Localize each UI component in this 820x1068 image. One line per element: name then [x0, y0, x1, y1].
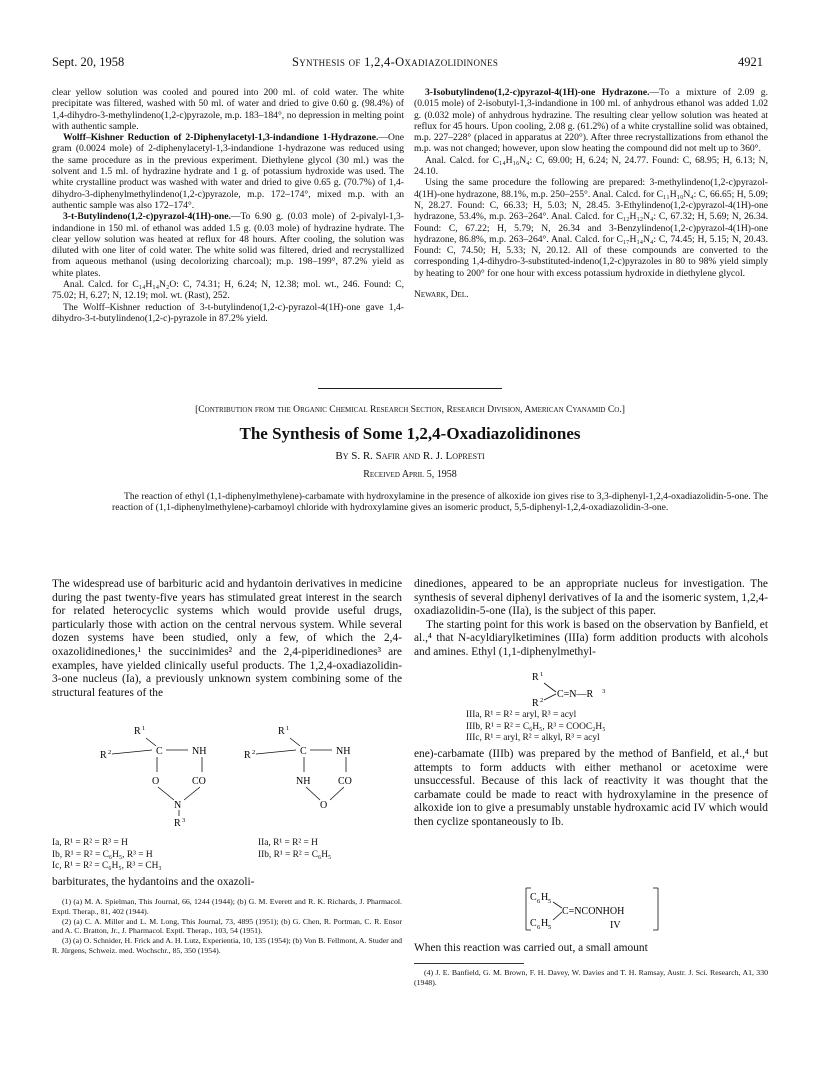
location: Newark, Del. [414, 289, 469, 301]
body-right-middle [414, 748, 768, 830]
page-number: 4921 [738, 55, 763, 69]
paragraph: The Wolff–Kishner reduction of 3-t-butylindeno(1,2-c)-pyrazol-4(1H)-one gave 1,4-dihydro-3-t-butylindeno(1,2-c)-pyrazole in 87.2% yield. [52, 301, 404, 324]
footnote: (4) J. E. Banfield, G. M. Brown, F. H. Davey, W. Davies and T. H. Ramsay, Austr. J. Sci. Research, A1, 330 (1948). [414, 968, 768, 987]
svg-text:O: O [152, 776, 160, 787]
svg-text:1: 1 [142, 725, 146, 732]
svg-text:C: C [300, 746, 307, 757]
section-heading: 3-Isobutylindeno(1,2-c)pyrazol-4(1H)-one Hydrazone. [425, 87, 650, 98]
structures-I-II [52, 724, 404, 848]
svg-text:1: 1 [286, 725, 290, 732]
contribution-note: [Contribution from the Organic Chemical Research Section, Research Division, American Cyanamid Co.] [195, 404, 625, 415]
svg-text:R: R [174, 818, 181, 829]
paragraph-text: —One gram (0.0024 mole) of 2-diphenylacetyl-1,3-indandione 1-hydrazone was reduced using the same procedure as in the previous experiment. Diethylene glycol (30 ml.) was the solvent and 1.5 ml. of hydrazine hydrate and 1 g. of potassium hydroxide was used. The white crystalline product was washed with water and dried to give 0.65 g. (70.7%) of 1,4-dihydro-3-diphenylmethylindeno(1,2-c)pyrazole, m.p. 172–174°, mixed m.p. with an authentic sample was also 172–174°. [52, 132, 404, 211]
formula-line: Ia, R¹ = R² = R³ = H [52, 838, 128, 848]
svg-text:CO: CO [338, 776, 352, 787]
formula-line: Ib, R¹ = R² = C₆H₅, R³ = H [52, 849, 153, 860]
paragraph [52, 211, 404, 279]
svg-text:2: 2 [252, 749, 256, 756]
footnote: (2) (a) C. A. Miller and L. M. Long, This Journal, 73, 4895 (1951); (b) G. Chen, R. Portman, C. R. Ensor and A. C. Bratton, Jr., J. Pharmacol. Exptl. Therap., 103, 54 (1951). [52, 916, 402, 936]
section-heading: Wolff–Kishner Reduction of 2-Diphenylacetyl-1,3-indandione 1-Hydrazone. [63, 132, 379, 144]
svg-text:R: R [244, 750, 251, 761]
running-date: Sept. 20, 1958 [52, 55, 125, 69]
formula-line: IIIa, R¹ = R² = aryl, R³ = acyl [466, 710, 577, 720]
svg-text:2: 2 [540, 697, 544, 704]
formula-line: IIb, R¹ = R² = C₆H₅ [258, 849, 332, 860]
footnote: (3) (a) O. Schnider, H. Frick and A. H. Lutz, Experientia, 10, 135 (1954); (b) Von B. Fellmont, A. Studer and R. Jürgens, Schweiz. med. Wochschr., 85, 350 (1954). [52, 936, 402, 955]
body-left-paragraph: The widespread use of barbituric acid and hydantoin derivatives in medicine during the past twenty-five years has stimulated great interest in the search for related heterocyclic systems which would provide useful drugs, particularly those with action on the central nervous system. While several dozen systems have been studied, only a few, of which the 2,4-oxazolidinediones,¹ the succinimides² and the 2,4-piperidinediones³ are examples, have yielded clinically useful products. The 1,2,4-oxadiazolidin-3-one nucleus (Ia), a previously unknown system combining some of the structural features of the [52, 578, 402, 699]
analysis: Anal. Calcd. for C₁₄H₁₆N₄: C, 69.00; H, 6.24; N, 24.77. Found: C, 68.95; H, 6.13; N, 24.10. [414, 154, 768, 178]
svg-text:H: H [541, 892, 549, 903]
formula-II-list [258, 838, 404, 861]
svg-text:1: 1 [540, 671, 544, 678]
formula-III-list [466, 710, 766, 745]
svg-text:N: N [174, 800, 182, 811]
svg-text:3: 3 [602, 688, 606, 695]
received-date: Received April 5, 1958 [363, 469, 457, 480]
svg-text:R: R [532, 672, 539, 683]
formula-line: IIa, R¹ = R² = H [258, 838, 318, 848]
svg-text:CO: CO [192, 776, 206, 787]
paragraph-text: —To a mixture of 2.09 g. (0.015 mole) of 2-isobutyl-1,3-indandione in 100 ml. of anhydrous ethanol was added 1.02 g. (0.032 mole) of anhydrous hydrazine. The resulting clear yellow solution was heated at reflux for 45 hours. Upon cooling, 2.08 g. (61.2%) of a white crystalline solid was obtained, m.p. 227–228° (placed in apparatus at 220°). After three recrystallizations from ethanol the m.p. was not changed; however, upon slow heating the compound did not melt up to 360°. [414, 87, 768, 155]
svg-text:C: C [530, 918, 537, 929]
right-top-column [414, 87, 768, 300]
svg-text:C: C [530, 892, 537, 903]
body-right-top [414, 578, 768, 660]
svg-text:R: R [278, 726, 285, 737]
paragraph: When this reaction was carried out, a small amount [414, 942, 648, 954]
svg-text:5: 5 [548, 924, 552, 931]
paragraph: ene)-carbamate (IIIb) was prepared by the method of Banfield, et al.,⁴ but attempts to form adducts with either methanol or acetoxime were unsuccessful. Because of this lack of reactivity it was thought that the carbamate could be made to react with hydroxylamine in the presence of alkoxide ion to give a presumably unstable hydroxamic acid IV which would then cyclize spontaneously to Ib. [414, 748, 768, 828]
svg-text:R: R [134, 726, 141, 737]
footnote: (1) (a) M. A. Spielman, This Journal, 66, 1244 (1944); (b) G. M. Everett and R. K. Richards, J. Pharmacol. Exptl. Therap., 81, 402 (1944). [52, 897, 402, 916]
svg-text:C: C [156, 746, 163, 757]
svg-text:C=N—R: C=N—R [557, 689, 594, 700]
body-left-continuation: barbiturates, the hydantoins and the oxazoli- [52, 876, 255, 888]
formula-IV-label: IV [610, 920, 621, 931]
article-title: The Synthesis of Some 1,2,4-Oxadiazolidinones [239, 424, 581, 443]
running-title: Synthesis of 1,2,4-Oxadiazolidinones [292, 55, 499, 69]
svg-text:R: R [532, 698, 539, 709]
svg-text:H: H [541, 918, 549, 929]
divider [318, 388, 502, 389]
svg-text:NH: NH [296, 776, 311, 787]
svg-text:2: 2 [108, 749, 112, 756]
svg-text:6: 6 [537, 898, 541, 905]
svg-text:NH: NH [192, 746, 207, 757]
paragraph: clear yellow solution was cooled and poured into 200 ml. of cold water. The white precipitate was filtered, washed with 50 ml. of water and dried to give 0.60 g. (98.4%) of 1,4-dihydro-3-methylindeno(1,2-c)pyrazole, m.p. 183–184°, no depression in melting point with authentic sample. [52, 87, 404, 132]
formula-IV-text: C=NCONHOH [562, 906, 625, 917]
structure-I [100, 725, 206, 829]
analysis: Anal. Calcd. for C₁₄H₁₄N₂O: C, 74.31; H, 6.24; N, 12.38; mol. wt., 246. Found: C, 75.02; H, 6.27; N, 12.19; mol. wt. (Rast), 252. [52, 279, 404, 302]
svg-text:6: 6 [537, 924, 541, 931]
paragraph: The starting point for this work is based on the observation by Banfield, et al.,⁴ that N-acyldiarylketimines (IIIa) form addition products with alcohols and amines. Ethyl (1,1-diphenylmethyl- [414, 618, 768, 658]
svg-text:NH: NH [336, 746, 351, 757]
structure-II [244, 725, 352, 811]
paragraph: Using the same procedure the following are prepared: 3-methylindeno(1,2-c)pyrazol-4(1H)-one hydrazone, 88.1%, m.p. 250–255°. Anal. Calcd. for C₁₁H₁₀N₄: C, 66.65; H, 5.09; N, 28.27. Found: C, 66.33; H, 5.03; N, 28.45. 3-Ethylindeno(1,2-c)pyrazol-4(1H)-one hydrazone, 53.4%, m.p. 263–264°. Anal. Calcd. for C₁₂H₁₂N₄: C, 67.32; H, 5.69; N, 26.34. Found: C, 67.22; H, 5.79; N, 26.34 and 3-Benzylindeno(1,2-c)pyrazol-4(1H)-one hydrazone, 86.8%, m.p. 263–264°. Anal. Calcd. for C₁₇H₁₄N₄: C, 74.45; H, 5.15; N, 20.43. Found: C, 74.50; H, 5.33; N, 20.12. All of these compounds are converted to the corresponding 1,4-dihydro-3-substituted-indeno(1,2-c)pyrazoles in 80 to 98% yield simply by heating to 200° for one hour with excess potassium hydroxide in diethylene glycol. [414, 177, 768, 279]
structure-IV [414, 886, 768, 934]
paragraph-text: —To 6.90 g. (0.03 mole) of 2-pivalyl-1,3-indandione in 150 ml. of ethanol was added 1.5 g. (0.03 mole) of hydrazine hydrate. The clear yellow solution was heated at reflux for 48 hours. After cooling, the solution was diluted with one liter of cold water. The white solid was filtered, dried and recrystallized from aqueous methanol (using decolorizing charcoal); m.p. 198–199°, 87.2% yield as white plates. [52, 211, 404, 279]
footnotes-right [414, 968, 768, 988]
formula-line: Ic, R¹ = R² = C₆H₅, R³ = CH₃ [52, 861, 162, 872]
formula-I-list [52, 838, 232, 873]
left-top-column [52, 87, 404, 324]
svg-text:3: 3 [182, 817, 186, 824]
footnote-rule [414, 963, 524, 964]
abstract: The reaction of ethyl (1,1-diphenylmethylene)-carbamate with hydroxylamine in the presence of alkoxide ion gives rise to 3,3-diphenyl-1,2,4-oxadiazolidin-5-one. The reaction of (1,1-diphenylmethylene)-carbamoyl chloride with hydroxylamine gives an isomeric product, 5,5-diphenyl-1,2,4-oxadiazolidin-3-one. [112, 491, 768, 514]
authors: By S. R. Safir and R. J. Lopresti [335, 450, 485, 462]
formula-line: IIIb, R¹ = R² = C₆H₅, R³ = COOC₂H₅ [466, 721, 606, 732]
section-heading: 3-t-Butylindeno(1,2-c)pyrazol-4(1H)-one. [63, 211, 231, 223]
paragraph [414, 87, 768, 155]
svg-text:R: R [100, 750, 107, 761]
body-right-bottom [414, 942, 768, 956]
svg-text:5: 5 [548, 898, 552, 905]
paragraph: dinediones, appeared to be an appropriate nucleus for investigation. The synthesis of several diphenyl derivatives of Ia and the isomeric system, 1,2,4-oxadiazolidin-5-one (IIa), is the subject of this paper. [414, 578, 768, 618]
formula-line: IIIc, R¹ = aryl, R² = alkyl, R³ = acyl [466, 733, 600, 744]
paragraph [52, 132, 404, 211]
footnotes-left [52, 897, 402, 956]
svg-text:O: O [320, 800, 328, 811]
structure-III [414, 668, 768, 710]
